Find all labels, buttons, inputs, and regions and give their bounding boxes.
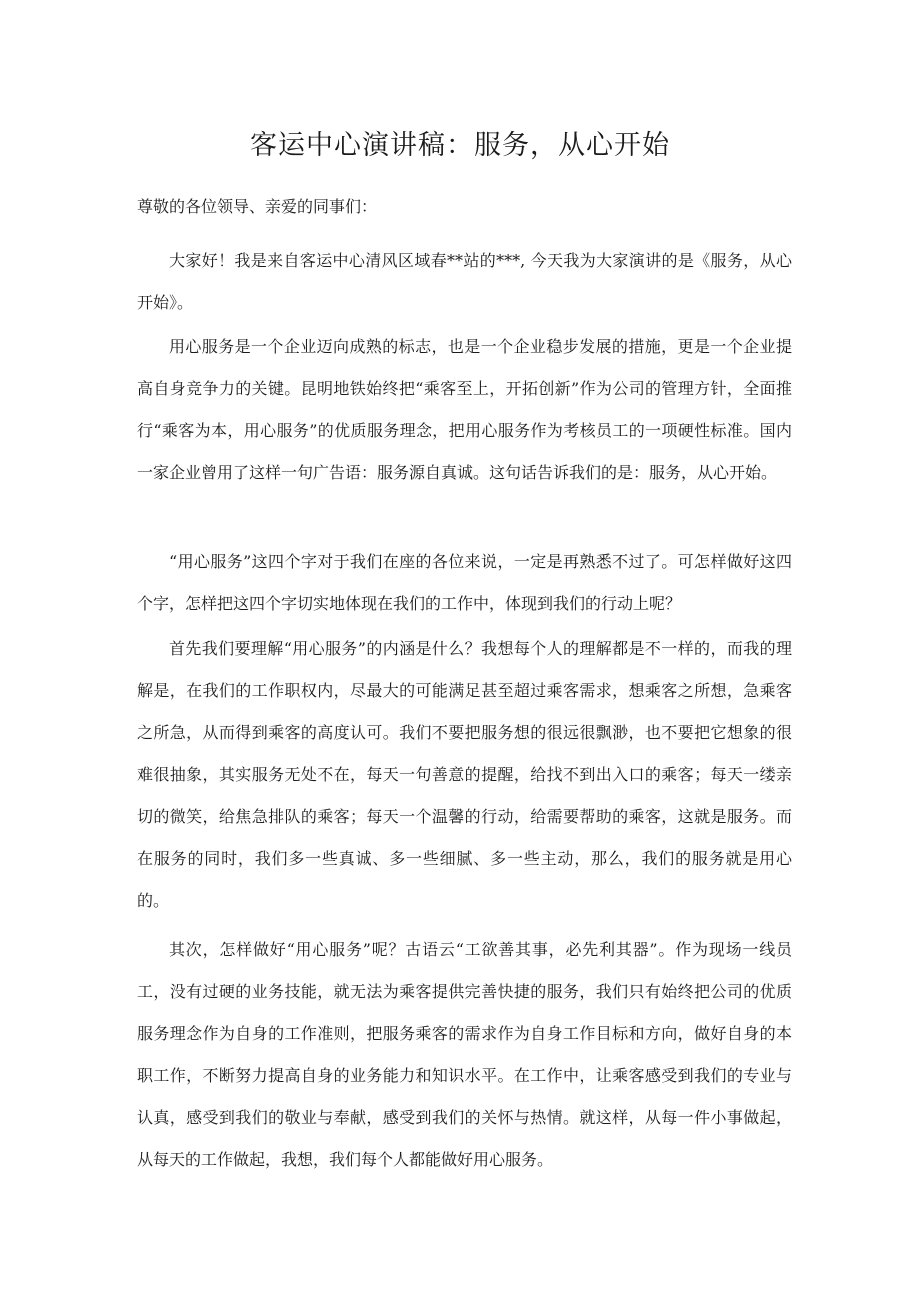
paragraph-greeting: 大家好！我是来自客运中心清风区域春**站的***, 今天我为大家演讲的是《服务，从心开始》。 [137,251,792,312]
salutation: 尊敬的各位领导、亲爱的同事们： [137,197,378,216]
paragraph-four-words: “用心服务”这四个字对于我们在座的各位来说，一定是再熟悉不过了。可怎样做好这四个字，怎样把这四个字切实地体现在我们的工作中，体现到我们的行动上呢？ [137,552,792,613]
page-title: 客运中心演讲稿：服务，从心开始 [250,130,670,161]
paragraph-service-concept: 用心服务是一个企业迈向成熟的标志，也是一个企业稳步发展的措施，更是一个企业提高自身竞争力的关键。昆明地铁始终把“乘客至上，开拓创新”作为公司的管理方针，全面推行“乘客为本，用心服务”的优质服务理念，把用心服务作为考核员工的一项硬性标准。国内一家企业曾用了这样一句广告语：服务源自真诚。这句话告诉我们的是：服务，从心开始。 [137,337,792,482]
paragraph-meaning: 首先我们要理解“用心服务”的内涵是什么？我想每个人的理解都是不一样的，而我的理解是，在我们的工作职权内，尽最大的可能满足甚至超过乘客需求，想乘客之所想，急乘客之所急，从而得到乘客的高度认可。我们不要把服务想的很远很飘渺，也不要把它想象的很难很抽象，其实服务无处不在，每天一句善意的提醒，给找不到出入口的乘客；每天一缕亲切的微笑，给焦急排队的乘客；每天一个温馨的行动，给需要帮助的乘客，这就是服务。而在服务的同时，我们多一些真诚、多一些细腻、多一些主动，那么，我们的服务就是用心的。 [137,639,792,910]
paragraph-how-to: 其次，怎样做好“用心服务”呢？古语云“工欲善其事，必先利其器”。作为现场一线员工，没有过硬的业务技能，就无法为乘客提供完善快捷的服务，我们只有始终把公司的优质服务理念作为自身的工作准则，把服务乘客的需求作为自身工作目标和方向，做好自身的本职工作，不断努力提高自身的业务能力和知识水平。在工作中，让乘客感受到我们的专业与认真，感受到我们的敬业与奉献，感受到我们的关怀与热情。就这样，从每一件小事做起，从每天的工作做起，我想，我们每个人都能做好用心服务。 [137,940,792,1169]
